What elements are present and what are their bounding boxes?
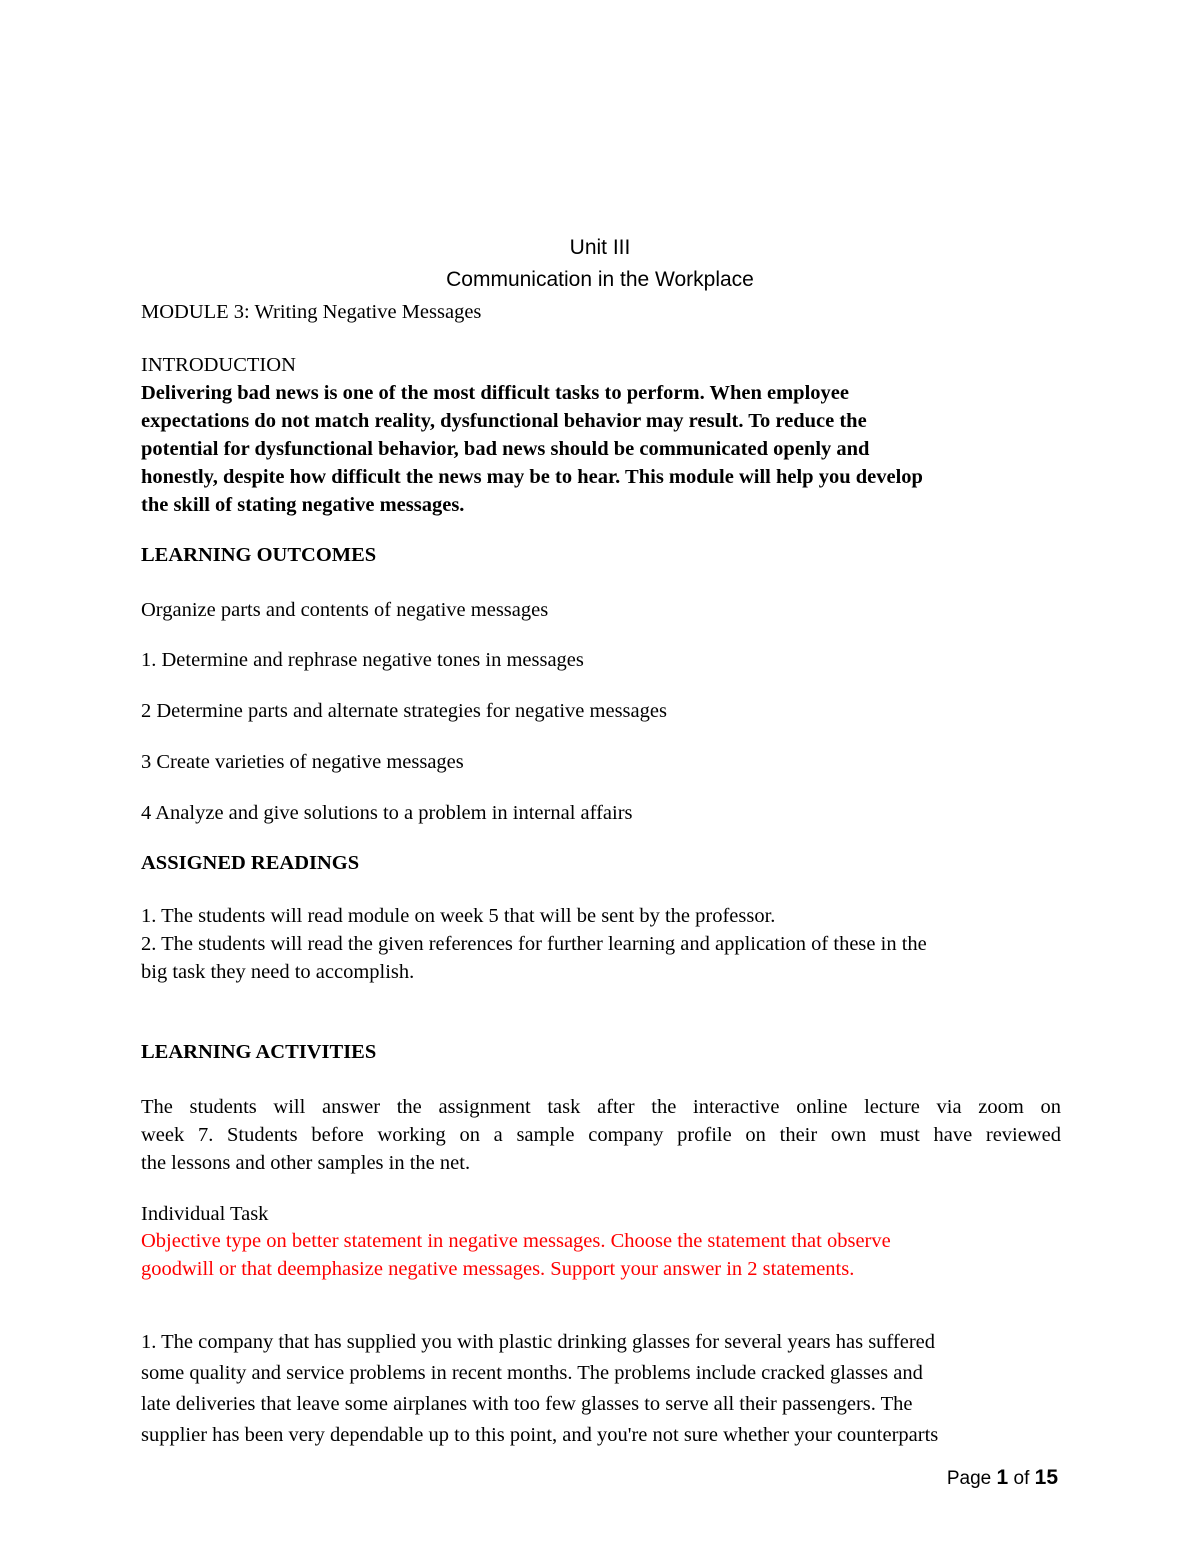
task-instruction-line: Objective type on better statement in negative messages. Choose the statement that observe — [141, 1230, 891, 1252]
assigned-reading-line: 1. The students will read module on week 5 that will be sent by the professor. — [141, 905, 776, 927]
page-number-footer — [947, 1466, 1058, 1490]
learning-outcome-item: 1. Determine and rephrase negative tones in messages — [141, 649, 584, 671]
learning-outcome-item: 2 Determine parts and alternate strategies for negative messages — [141, 700, 667, 722]
assigned-readings-text — [141, 902, 1061, 986]
question-line: late deliveries that leave some airplanes with too few glasses to serve all their passengers. The — [141, 1393, 913, 1415]
task-instruction-line: goodwill or that deemphasize negative messages. Support your answer in 2 statements. — [141, 1258, 855, 1280]
learning-outcome-item: 4 Analyze and give solutions to a problem in internal affairs — [141, 802, 633, 824]
assigned-readings-heading: ASSIGNED READINGS — [141, 852, 360, 874]
task-instructions — [141, 1227, 1061, 1283]
introduction-heading: INTRODUCTION — [141, 354, 296, 376]
question-line: supplier has been very dependable up to this point, and you're not sure whether your counterparts — [141, 1424, 939, 1446]
of-word: of — [1013, 1468, 1030, 1489]
learning-activities-text — [141, 1093, 1061, 1177]
module-title: MODULE 3: Writing Negative Messages — [141, 301, 482, 323]
page-total: 15 — [1034, 1466, 1058, 1489]
introduction-line: the skill of stating negative messages. — [141, 494, 465, 516]
question-text — [141, 1327, 1061, 1451]
learning-activities-line: the lessons and other samples in the net. — [141, 1152, 471, 1174]
assigned-reading-line: 2. The students will read the given references for further learning and application of these in the — [141, 933, 927, 955]
individual-task-label: Individual Task — [141, 1203, 269, 1225]
page-word: Page — [946, 1468, 992, 1489]
learning-outcome-item: 3 Create varieties of negative messages — [141, 751, 464, 773]
assigned-reading-line: big task they need to accomplish. — [141, 961, 415, 983]
introduction-text — [141, 379, 1061, 519]
introduction-line: expectations do not match reality, dysfunctional behavior may result. To reduce the — [141, 410, 867, 432]
introduction-line: potential for dysfunctional behavior, bad news should be communicated openly and — [141, 438, 870, 460]
learning-activities-line: week 7. Students before working on a sample company profile on their own must have reviewed — [141, 1124, 1061, 1146]
unit-heading: Unit III — [569, 236, 631, 259]
course-title: Communication in the Workplace — [446, 268, 754, 291]
question-line: 1. The company that has supplied you with plastic drinking glasses for several years has suffered — [141, 1331, 935, 1353]
learning-activities-heading: LEARNING ACTIVITIES — [141, 1041, 377, 1063]
introduction-line: Delivering bad news is one of the most difficult tasks to perform. When employee — [141, 382, 849, 404]
learning-outcomes-heading: LEARNING OUTCOMES — [141, 544, 377, 566]
page-number: 1 — [996, 1466, 1009, 1489]
learning-activities-line: The students will answer the assignment task after the interactive online lecture via zoom on — [141, 1096, 1061, 1118]
learning-outcome-item: Organize parts and contents of negative messages — [141, 599, 549, 621]
question-line: some quality and service problems in recent months. The problems include cracked glasses and — [141, 1362, 923, 1384]
introduction-line: honestly, despite how difficult the news may be to hear. This module will help you develop — [141, 466, 923, 488]
